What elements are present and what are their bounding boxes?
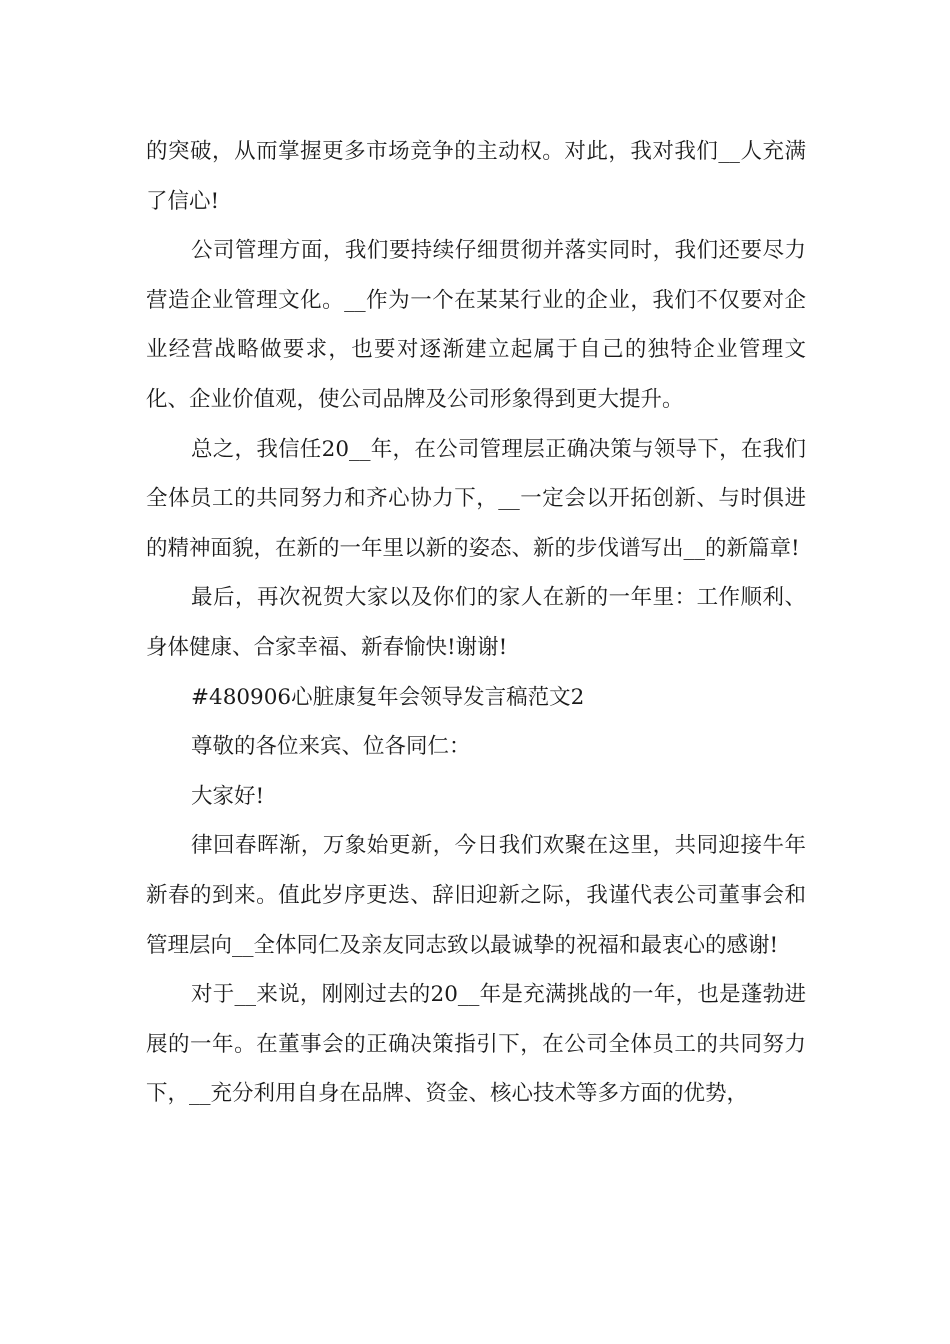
section-heading: #480906心脏康复年会领导发言稿范文2 xyxy=(191,684,585,710)
paragraph-4: 最后，再次祝贺大家以及你们的家人在新的一年里：工作顺利、身体健康、合家幸福、新春愉快!谢谢! xyxy=(146,585,806,660)
paragraph-1: 的突破，从而掌握更多市场竞争的主动权。对此，我对我们__人充满了信心! xyxy=(146,139,806,214)
salutation: 尊敬的各位来宾、位各同仁： xyxy=(191,734,471,760)
paragraph-6: 对于__来说，刚刚过去的20__年是充满挑战的一年，也是蓬勃进展的一年。在董事会的正确决策指引下，在公司全体员工的共同努力下，__充分利用自身在品牌、资金、核心技术等多方面的优势， xyxy=(146,982,806,1107)
paragraph-2: 公司管理方面，我们要持续仔细贯彻并落实同时，我们还要尽力营造企业管理文化。__作为一个在某某行业的企业，我们不仅要对企业经营战略做要求，也要对逐渐建立起属于自己的独特企业管理文化、企业价值观，使公司品牌及公司形象得到更大提升。 xyxy=(146,238,806,412)
paragraph-3: 总之，我信任20__年，在公司管理层正确决策与领导下，在我们全体员工的共同努力和齐心协力下，__一定会以开拓创新、与时俱进的精神面貌，在新的一年里以新的姿态、新的步伐谱写出__的新篇章! xyxy=(146,436,806,561)
paragraph-5: 律回春晖渐，万象始更新，今日我们欢聚在这里，共同迎接牛年新春的到来。值此岁序更迭、辞旧迎新之际，我谨代表公司董事会和管理层向__全体同仁及亲友同志致以最诚挚的祝福和最衷心的感谢! xyxy=(146,833,806,958)
greeting: 大家好! xyxy=(191,783,265,809)
document-body xyxy=(146,127,806,1119)
